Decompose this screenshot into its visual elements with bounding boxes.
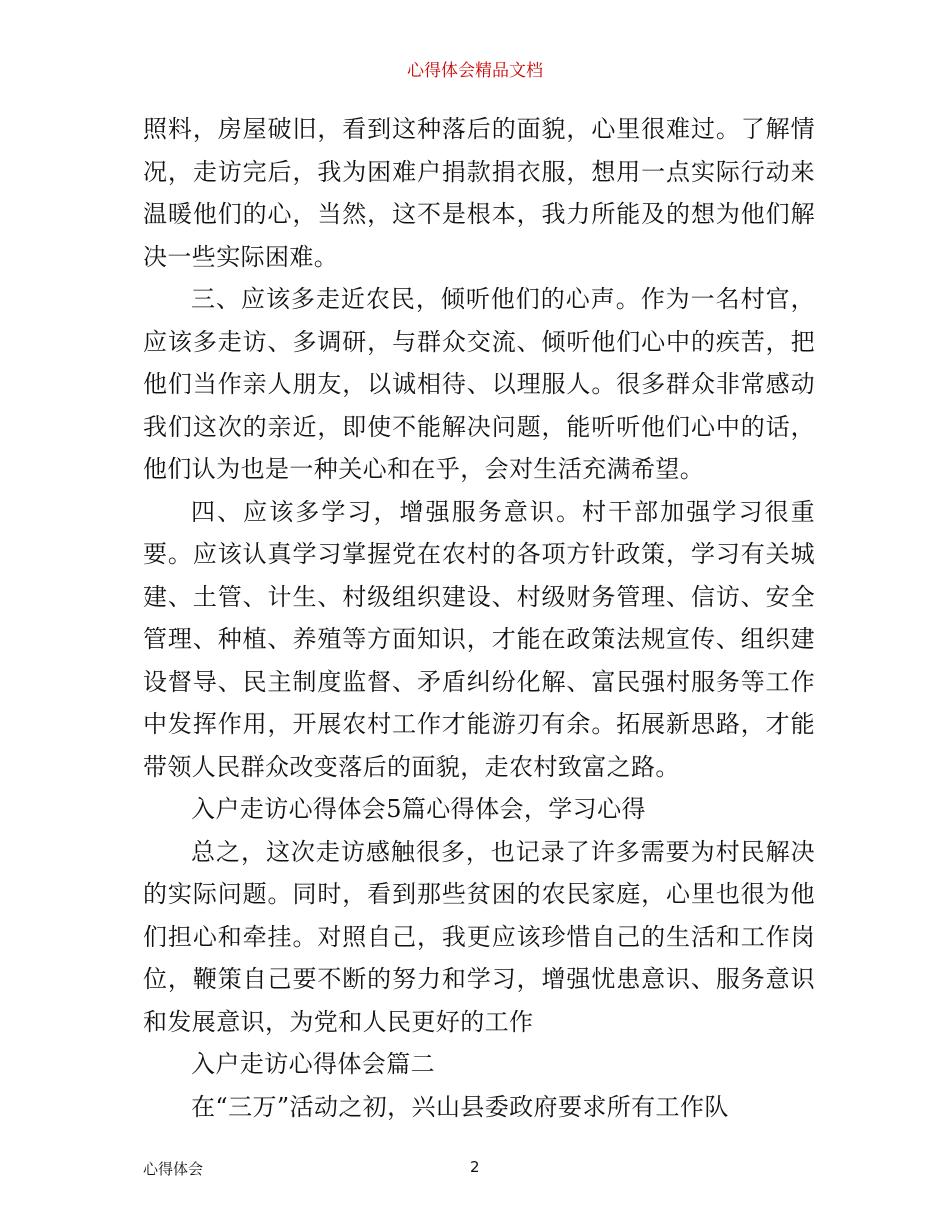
paragraph-5: 总之，这次走访感触很多，也记录了许多需要为村民解决的实际问题。同时，看到那些贫困的农民家庭，心里也很为他们担心和牵挂。对照自己，我更应该珍惜自己的生活和工作岗位，鞭策自己要不断的努力和学习，增强忧患意识、服务意识和发展意识，为党和人民更好的工作 [143,837,815,1036]
document-body [143,108,815,1128]
paragraph-7: 在“三万”活动之初，兴山县委政府要求所有工作队 [191,1092,729,1121]
page-number: 2 [470,1158,480,1176]
paragraph-3: 四、应该多学习，增强服务意识。村干部加强学习很重要。应该认真学习掌握党在农村的各项方针政策，学习有关城建、土管、计生、村级组织建设、村级财务管理、信访、安全管理、种植、养殖等方面知识，才能在政策法规宣传、组织建设督导、民主制度监督、矛盾纠纷化解、富民强村服务等工作中发挥作用，开展农村工作才能游刃有余。拓展新思路，才能带领人民群众改变落后的面貌，走农村致富之路。 [143,497,815,781]
paragraph-1: 照料，房屋破旧，看到这种落后的面貌，心里很难过。了解情况，走访完后，我为困难户捐款捐衣服，想用一点实际行动来温暖他们的心，当然，这不是根本，我力所能及的想为他们解决一些实际困难。 [143,115,815,271]
footer-label: 心得体会 [143,1160,204,1178]
paragraph-4-subtitle: 入户走访心得体会5篇心得体会，学习心得 [191,795,646,823]
paragraph-2: 三、应该多走近农民，倾听他们的心声。作为一名村官，应该多走访、多调研，与群众交流、倾听他们心中的疾苦，把他们当作亲人朋友，以诚相待、以理服人。很多群众非常感动我们这次的亲近，即使不能解决问题，能听听他们心中的话，他们认为也是一种关心和在乎，会对生活充满希望。 [143,285,815,483]
page-footer [143,1158,815,1178]
paragraph-6-section-heading: 入户走访心得体会篇二 [191,1050,435,1078]
page-header-title: 心得体会精品文档 [407,61,543,81]
